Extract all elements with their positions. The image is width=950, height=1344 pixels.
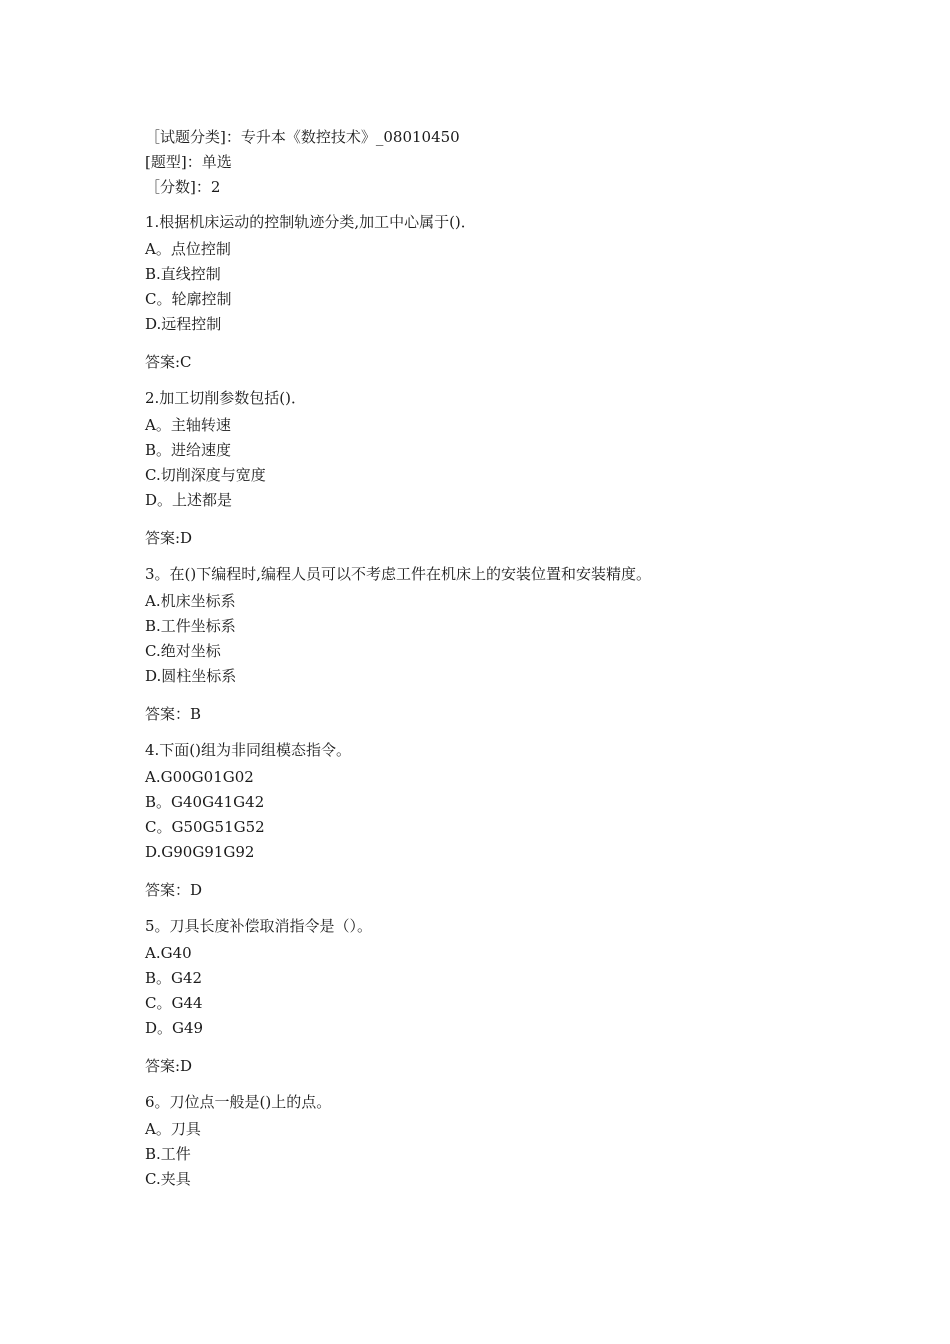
option-d: D.远程控制: [145, 315, 222, 333]
question-1: [145, 210, 865, 375]
option-b: B.直线控制: [145, 265, 221, 283]
answer: 答案:D: [145, 1057, 193, 1075]
question-title: 1.根据机床运动的控制轨迹分类,加工中心属于()．: [145, 213, 476, 231]
option-a: A。点位控制: [145, 240, 231, 258]
option-b: B。G40G41G42: [145, 793, 265, 811]
option-c: C。G44: [145, 994, 203, 1012]
question-title: 6。刀位点一般是()上的点。: [145, 1093, 332, 1111]
option-d: D.G90G91G92: [145, 843, 255, 861]
option-c: C.切削深度与宽度: [145, 466, 266, 484]
option-a: A。主轴转速: [145, 416, 231, 434]
question-5: [145, 914, 865, 1079]
option-b: B。G42: [145, 969, 203, 987]
option-c: C.绝对坐标: [145, 642, 221, 660]
option-c: C。G50G51G52: [145, 818, 265, 836]
question-title: 4.下面()组为非同组模态指令。: [145, 741, 352, 759]
question-title: 5。刀具长度补偿取消指令是（）。: [145, 917, 373, 935]
question-title: 2.加工切削参数包括()．: [145, 389, 307, 407]
option-a: A.G00G01G02: [145, 768, 254, 786]
answer: 答案:D: [145, 529, 193, 547]
option-d: D.圆柱坐标系: [145, 667, 237, 685]
score-line: ［分数]：2: [145, 178, 221, 196]
answer: 答案：B: [145, 705, 202, 723]
question-3: [145, 562, 865, 727]
option-c: C.夹具: [145, 1170, 191, 1188]
option-a: A。刀具: [145, 1120, 201, 1138]
option-b: B.工件: [145, 1145, 191, 1163]
answer: 答案:C: [145, 353, 192, 371]
question-title: 3。在()下编程时,编程人员可以不考虑工件在机床上的安装位置和安装精度。: [145, 565, 652, 583]
option-c: C。轮廓控制: [145, 290, 232, 308]
category-line: ［试题分类]：专升本《数控技术》_08010450: [145, 128, 460, 146]
question-list: [145, 210, 865, 1192]
answer: 答案：D: [145, 881, 203, 899]
option-b: B.工件坐标系: [145, 617, 236, 635]
option-a: A.机床坐标系: [145, 592, 236, 610]
question-4: [145, 738, 865, 903]
type-line: [题型]：单选: [145, 153, 232, 171]
question-6: [145, 1090, 865, 1192]
question-2: [145, 386, 865, 551]
option-a: A.G40: [145, 944, 192, 962]
exam-meta: [145, 125, 460, 200]
option-d: D。上述都是: [145, 491, 233, 509]
option-b: B。进给速度: [145, 441, 232, 459]
option-d: D。G49: [145, 1019, 204, 1037]
